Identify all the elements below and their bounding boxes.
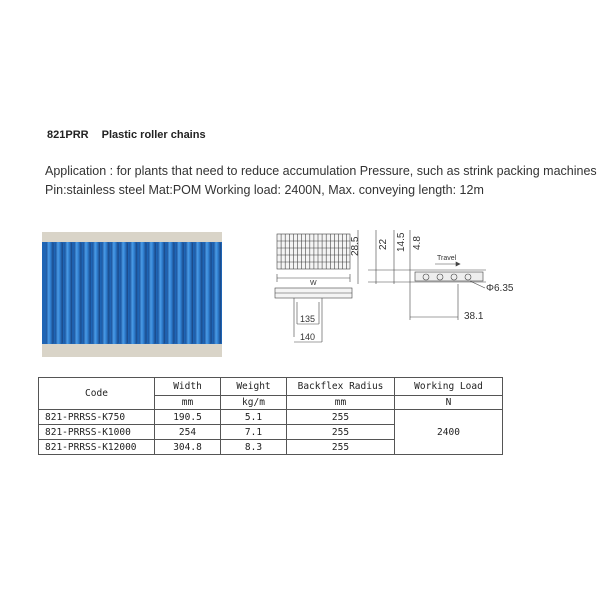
technical-drawing bbox=[260, 222, 530, 352]
material-spec-text: Pin:stainless steel Mat:POM Working load: 2400N, Max. conveying length: 12m bbox=[45, 183, 484, 197]
weight-cell: 8.3 bbox=[221, 440, 287, 455]
travel-label: Travel bbox=[437, 255, 457, 262]
roller bbox=[111, 242, 119, 344]
roller bbox=[167, 242, 175, 344]
model-code: 821PRR bbox=[47, 129, 89, 141]
spec-table bbox=[38, 377, 503, 455]
dim-135: 135 bbox=[300, 314, 316, 324]
dim-28-5: 28.5 bbox=[350, 236, 361, 256]
backflex-cell: 255 bbox=[287, 425, 395, 440]
working-load-unit: N bbox=[395, 396, 503, 410]
roller bbox=[213, 242, 221, 344]
width-cell: 254 bbox=[155, 425, 221, 440]
roller bbox=[130, 242, 138, 344]
code-cell: 821-PRRSS-K1000 bbox=[39, 425, 155, 440]
roller bbox=[139, 242, 147, 344]
roller bbox=[46, 242, 54, 344]
backflex-cell: 255 bbox=[287, 410, 395, 425]
roller-diameter-label: Φ6.35 bbox=[486, 283, 514, 294]
chain-photo bbox=[42, 232, 222, 357]
backflex-cell: 255 bbox=[287, 440, 395, 455]
roller bbox=[204, 242, 212, 344]
width-cell: 304.8 bbox=[155, 440, 221, 455]
product-title bbox=[47, 129, 206, 141]
roller bbox=[176, 242, 184, 344]
weight-cell: 7.1 bbox=[221, 425, 287, 440]
width-header: Width bbox=[155, 378, 221, 396]
backflex-header: Backflex Radius bbox=[287, 378, 395, 396]
roller bbox=[55, 242, 63, 344]
roller bbox=[74, 242, 82, 344]
roller bbox=[102, 242, 110, 344]
weight-cell: 5.1 bbox=[221, 410, 287, 425]
table-row bbox=[39, 410, 503, 425]
dim-22: 22 bbox=[378, 238, 389, 250]
dim-140: 140 bbox=[300, 332, 316, 342]
roller bbox=[93, 242, 101, 344]
pitch-label: 38.1 bbox=[464, 311, 484, 322]
width-cell: 190.5 bbox=[155, 410, 221, 425]
product-name: Plastic roller chains bbox=[101, 129, 206, 141]
backflex-unit: mm bbox=[287, 396, 395, 410]
roller bbox=[148, 242, 156, 344]
top-view bbox=[275, 234, 352, 342]
code-header: Code bbox=[39, 378, 155, 410]
side-view bbox=[368, 255, 514, 322]
weight-unit: kg/m bbox=[221, 396, 287, 410]
code-cell: 821-PRRSS-K750 bbox=[39, 410, 155, 425]
dim-4-8: 4.8 bbox=[412, 236, 423, 250]
roller bbox=[83, 242, 91, 344]
weight-header: Weight bbox=[221, 378, 287, 396]
roller bbox=[195, 242, 203, 344]
code-cell: 821-PRRSS-K12000 bbox=[39, 440, 155, 455]
working-load-header: Working Load bbox=[395, 378, 503, 396]
roller bbox=[158, 242, 166, 344]
working-load-cell: 2400 bbox=[395, 410, 503, 455]
application-text: Application : for plants that need to reduce accumulation Pressure, such as strink packing machines bbox=[45, 164, 597, 178]
vertical-dimensions bbox=[350, 230, 423, 284]
dim-14-5: 14.5 bbox=[396, 232, 407, 252]
width-unit: mm bbox=[155, 396, 221, 410]
roller bbox=[186, 242, 194, 344]
width-label: W bbox=[310, 280, 317, 287]
roller bbox=[65, 242, 73, 344]
roller bbox=[120, 242, 128, 344]
